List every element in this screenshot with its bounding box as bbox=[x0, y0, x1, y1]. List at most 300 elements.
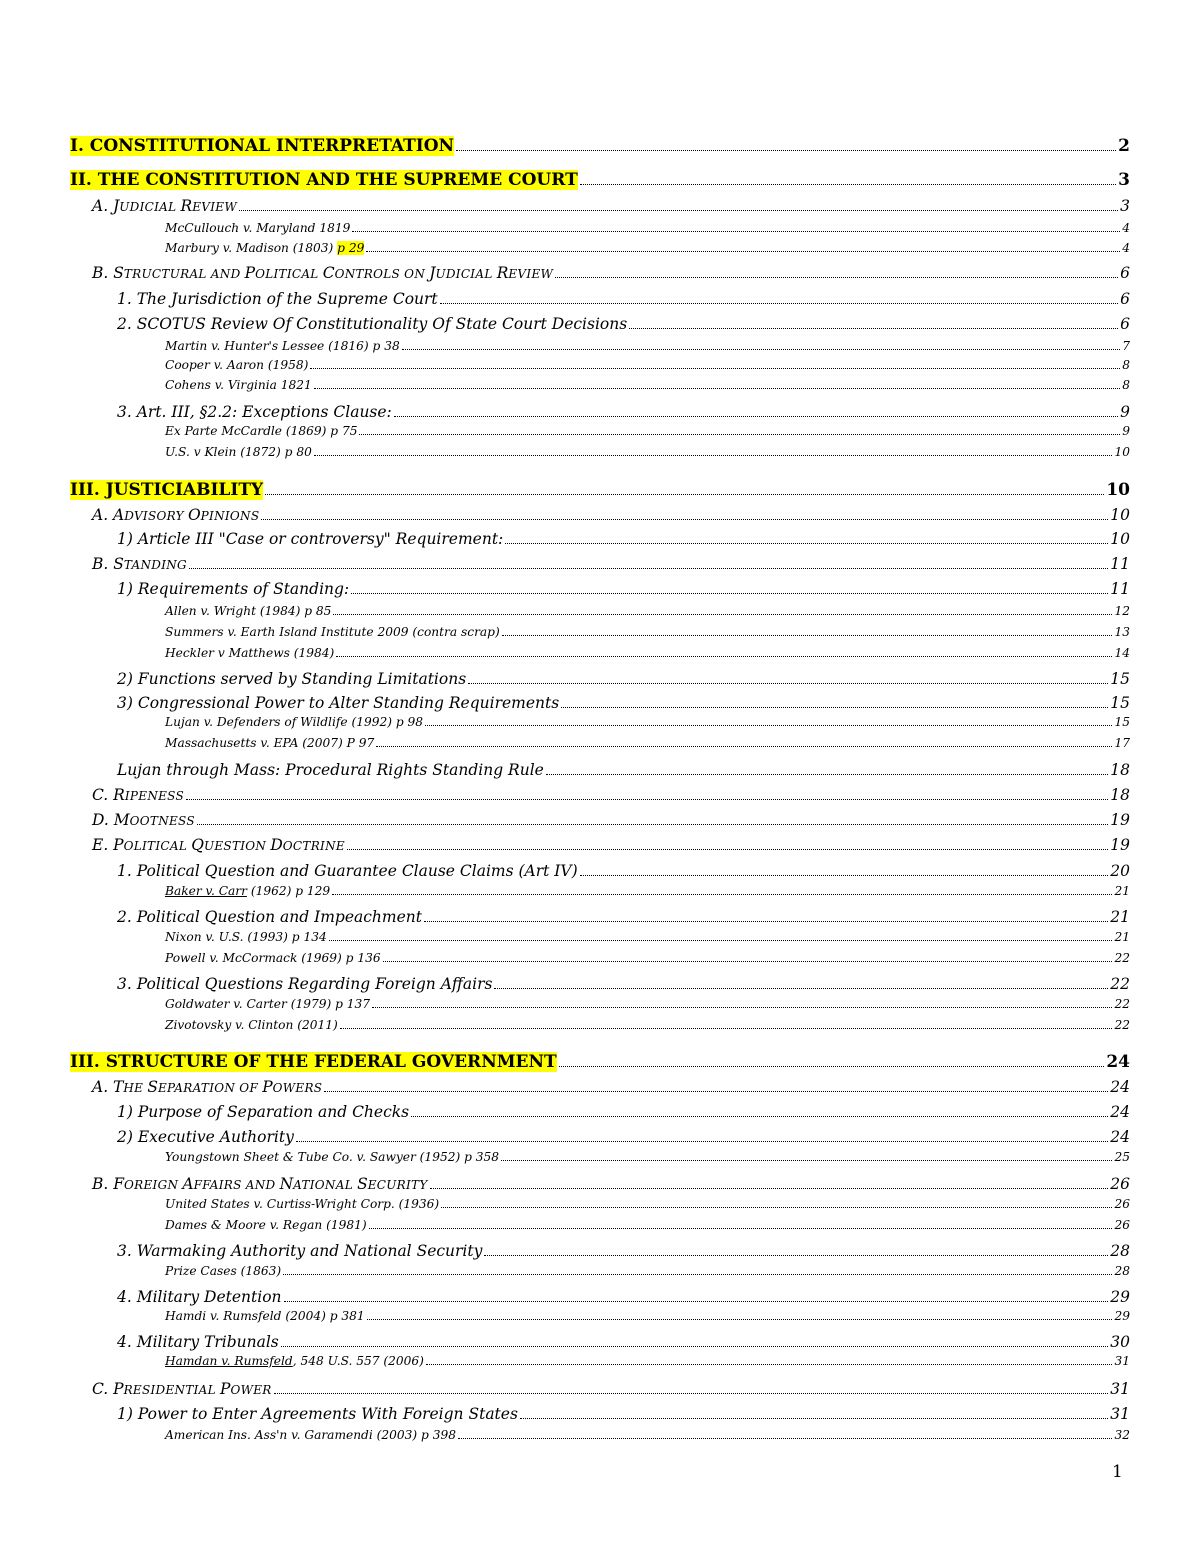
toc-entry-title bbox=[165, 1218, 367, 1232]
toc-entry-page: 6 bbox=[1120, 315, 1130, 334]
toc-entry-initial: A. T bbox=[92, 1078, 124, 1097]
toc-entry-text: 1) Requirements of Standing: bbox=[117, 580, 350, 599]
toc-entry-page: 32 bbox=[1114, 1428, 1130, 1442]
toc-entry-page: 18 bbox=[1110, 786, 1130, 805]
toc-entry[interactable] bbox=[117, 1128, 1130, 1146]
toc-entry-page: 2 bbox=[1118, 136, 1130, 157]
toc-entry-title bbox=[117, 761, 544, 779]
toc-entry-initial: C. P bbox=[92, 1380, 124, 1399]
dot-leader bbox=[424, 908, 1108, 922]
toc-entry-text: 1. The Jurisdiction of the Supreme Court bbox=[117, 290, 438, 309]
toc-entry[interactable] bbox=[165, 424, 1130, 438]
toc-entry-text: Hamdan v. Rumsfeld bbox=[165, 1354, 293, 1368]
toc-entry-text: Lujan through Mass: Procedural Rights Standing Rule bbox=[117, 761, 544, 780]
toc-entry-title bbox=[165, 1354, 424, 1368]
toc-entry-title bbox=[117, 670, 466, 688]
toc-entry-title bbox=[92, 1078, 322, 1096]
toc-entry-title bbox=[165, 445, 312, 459]
toc-entry-text: Cooper v. Aaron (1958) bbox=[165, 358, 309, 372]
toc-entry-page: 7 bbox=[1122, 339, 1130, 353]
toc-entry-title bbox=[165, 625, 500, 639]
dot-leader bbox=[561, 694, 1108, 708]
toc-entry-initial: B. S bbox=[92, 555, 124, 574]
toc-entry-title bbox=[165, 930, 327, 944]
dot-leader bbox=[456, 136, 1116, 151]
toc-entry[interactable] bbox=[165, 625, 1130, 639]
dot-leader bbox=[239, 197, 1118, 211]
toc-entry-highlight: p 29 bbox=[337, 241, 365, 255]
toc-entry-page: 28 bbox=[1110, 1242, 1130, 1261]
toc-entry-title bbox=[165, 1150, 499, 1164]
toc-entry[interactable] bbox=[117, 908, 1130, 926]
toc-entry-page: 31 bbox=[1110, 1380, 1130, 1399]
toc-entry-text: 3. Warmaking Authority and National Security bbox=[117, 1242, 483, 1261]
toc-entry-title bbox=[165, 1309, 365, 1323]
toc-entry-initial: P bbox=[262, 1078, 273, 1097]
dot-leader bbox=[426, 1354, 1113, 1365]
dot-leader bbox=[332, 884, 1112, 895]
toc-entry-smallcaps: HE bbox=[123, 1081, 148, 1096]
dot-leader bbox=[369, 1218, 1113, 1229]
toc-entry-text: Goldwater v. Carter (1979) p 137 bbox=[165, 997, 371, 1011]
toc-entry-text: U.S. v Klein (1872) p 80 bbox=[165, 445, 312, 459]
toc-entry-title bbox=[165, 736, 374, 750]
toc-entry-page: 29 bbox=[1110, 1288, 1130, 1307]
toc-entry-suffix: , 548 U.S. 557 (2006) bbox=[292, 1354, 424, 1368]
toc-entry[interactable] bbox=[165, 736, 1130, 750]
toc-entry[interactable] bbox=[92, 555, 1130, 573]
toc-entry-initial: N bbox=[279, 1175, 294, 1194]
toc-entry-smallcaps: UESTION bbox=[203, 839, 271, 854]
dot-leader bbox=[580, 862, 1109, 876]
dot-leader bbox=[555, 264, 1118, 278]
toc-entry-page: 29 bbox=[1114, 1309, 1130, 1323]
toc-entry-text: 4. Military Detention bbox=[117, 1288, 282, 1307]
dot-leader bbox=[425, 715, 1112, 726]
toc-entry[interactable] bbox=[117, 1103, 1130, 1121]
toc-entry[interactable] bbox=[165, 1197, 1130, 1211]
toc-entry-page: 30 bbox=[1110, 1333, 1130, 1352]
toc-entry-title bbox=[117, 694, 559, 712]
toc-entry-smallcaps: EVIEW bbox=[192, 200, 237, 215]
toc-entry-title bbox=[165, 997, 370, 1011]
dot-leader bbox=[186, 786, 1108, 800]
toc-entry[interactable] bbox=[92, 836, 1130, 854]
toc-entry[interactable] bbox=[165, 715, 1130, 729]
toc-entry[interactable] bbox=[165, 1264, 1130, 1278]
toc-entry-text: 3. Political Questions Regarding Foreign Affairs bbox=[117, 975, 493, 994]
toc-entry-text: American Ins. Ass'n v. Garamendi (2003) p 398 bbox=[165, 1428, 456, 1442]
dot-leader bbox=[296, 1128, 1108, 1142]
dot-leader bbox=[376, 736, 1112, 747]
toc-entry-title bbox=[92, 264, 553, 282]
toc-entry-initial: P bbox=[220, 1380, 231, 1399]
toc-entry-title bbox=[117, 908, 422, 926]
toc-entry-page: 20 bbox=[1110, 862, 1130, 881]
toc-entry-text: 1) Purpose of Separation and Checks bbox=[117, 1103, 410, 1122]
toc-entry-text: United States v. Curtiss-Wright Corp. (1936) bbox=[165, 1197, 440, 1211]
toc-entry[interactable] bbox=[92, 811, 1130, 829]
toc-entry-page: 9 bbox=[1122, 424, 1130, 438]
toc-entry[interactable] bbox=[92, 197, 1130, 215]
toc-entry-title bbox=[117, 1333, 279, 1351]
toc-entry[interactable] bbox=[117, 1288, 1130, 1306]
toc-entry-initial: D. M bbox=[92, 811, 130, 830]
dot-leader bbox=[347, 836, 1108, 850]
dot-leader bbox=[505, 530, 1108, 544]
toc-entry-text: Hamdi v. Rumsfeld (2004) p 381 bbox=[165, 1309, 365, 1323]
dot-leader bbox=[274, 1380, 1109, 1394]
toc-entry-text: 1. Political Question and Guarantee Clause Claims (Art IV) bbox=[117, 862, 578, 881]
toc-entry[interactable] bbox=[165, 1309, 1130, 1323]
toc-entry-initial: B. F bbox=[92, 1175, 124, 1194]
toc-entry[interactable] bbox=[117, 530, 1130, 548]
dot-leader bbox=[383, 951, 1113, 962]
toc-entry-title bbox=[92, 836, 345, 854]
toc-entry-initial: R bbox=[180, 197, 193, 216]
toc-entry-initial: S bbox=[147, 1078, 158, 1097]
toc-entry[interactable] bbox=[165, 646, 1130, 660]
dot-leader bbox=[629, 315, 1118, 329]
dot-leader bbox=[440, 290, 1118, 304]
toc-entry-page: 21 bbox=[1114, 930, 1130, 944]
toc-entry[interactable] bbox=[117, 403, 1130, 421]
dot-leader bbox=[468, 670, 1108, 684]
toc-entry-text: 3. Art. III, §2.2: Exceptions Clause: bbox=[117, 403, 392, 422]
toc-entry-title bbox=[70, 1052, 557, 1072]
toc-entry-initial: C bbox=[322, 264, 335, 283]
toc-entry-smallcaps: PINIONS bbox=[200, 509, 260, 524]
toc-entry-title bbox=[117, 975, 492, 993]
toc-entry-initial: E. P bbox=[92, 836, 124, 855]
toc-entry-text: Lujan v. Defenders of Wildlife (1992) p 98 bbox=[165, 715, 424, 729]
toc-entry-page: 21 bbox=[1114, 884, 1130, 898]
toc-entry-smallcaps: OREIGN bbox=[124, 1178, 183, 1193]
toc-entry-text: Summers v. Earth Island Institute 2009 (contra scrap) bbox=[165, 625, 500, 639]
toc-entry[interactable] bbox=[92, 1380, 1130, 1398]
dot-leader bbox=[265, 480, 1104, 495]
toc-entry-smallcaps: TANDING bbox=[123, 558, 187, 573]
dot-leader bbox=[484, 1242, 1108, 1256]
dot-leader bbox=[394, 403, 1118, 417]
toc-entry-initial: P bbox=[244, 264, 256, 283]
dot-leader bbox=[441, 1197, 1112, 1208]
toc-entry-initial: B. S bbox=[92, 264, 124, 283]
toc-entry-page: 31 bbox=[1114, 1354, 1130, 1368]
toc-entry-page: 26 bbox=[1110, 1175, 1130, 1194]
toc-entry-page: 21 bbox=[1110, 908, 1130, 927]
dot-leader bbox=[310, 358, 1120, 369]
toc-entry-text: I. CONSTITUTIONAL INTERPRETATION bbox=[70, 136, 455, 157]
toc-entry-title bbox=[92, 555, 187, 573]
toc-entry-title bbox=[165, 424, 357, 438]
toc-entry-smallcaps: UDICIAL bbox=[119, 200, 181, 215]
dot-leader bbox=[314, 445, 1113, 456]
toc-entry-title bbox=[117, 315, 627, 333]
toc-entry-title bbox=[92, 197, 237, 215]
toc-entry-text: Powell v. McCormack (1969) p 136 bbox=[165, 951, 381, 965]
toc-entry-title bbox=[165, 378, 312, 392]
dot-leader bbox=[367, 1309, 1113, 1320]
toc-entry-page: 15 bbox=[1110, 694, 1130, 713]
toc-entry[interactable] bbox=[117, 1405, 1130, 1423]
toc-entry-page: 22 bbox=[1114, 951, 1130, 965]
toc-entry[interactable] bbox=[117, 670, 1130, 688]
toc-entry[interactable] bbox=[70, 170, 1130, 190]
toc-entry-suffix: (1962) p 129 bbox=[246, 884, 331, 898]
toc-entry[interactable] bbox=[165, 221, 1130, 235]
dot-leader bbox=[559, 1052, 1105, 1067]
toc-entry-smallcaps: RESIDENTIAL bbox=[123, 1383, 221, 1398]
toc-entry[interactable] bbox=[70, 136, 1130, 156]
toc-entry-page: 26 bbox=[1114, 1218, 1130, 1232]
dot-leader bbox=[580, 170, 1116, 185]
toc-entry-text: 3) Congressional Power to Alter Standing Requirements bbox=[117, 694, 560, 713]
toc-entry[interactable] bbox=[165, 604, 1130, 618]
toc-entry-text: 1) Power to Enter Agreements With Foreign States bbox=[117, 1405, 518, 1424]
toc-entry-title bbox=[92, 506, 259, 524]
dot-leader bbox=[197, 811, 1108, 825]
toc-entry-text: III. STRUCTURE OF THE FEDERAL GOVERNMENT bbox=[70, 1052, 557, 1073]
toc-entry-page: 8 bbox=[1122, 358, 1130, 372]
dot-leader bbox=[411, 1103, 1108, 1117]
toc-entry-initial: S bbox=[357, 1175, 368, 1194]
toc-entry-page: 11 bbox=[1110, 555, 1130, 574]
toc-entry[interactable] bbox=[117, 975, 1130, 993]
toc-entry-title bbox=[165, 1264, 281, 1278]
toc-entry[interactable] bbox=[165, 997, 1130, 1011]
toc-entry-smallcaps: EVIEW bbox=[508, 267, 554, 282]
toc-entry-text: Zivotovsky v. Clinton (2011) bbox=[165, 1018, 338, 1032]
toc-entry[interactable] bbox=[92, 1078, 1130, 1096]
toc-entry-page: 6 bbox=[1120, 264, 1130, 283]
toc-entry-title bbox=[117, 1128, 294, 1146]
dot-leader bbox=[281, 1333, 1108, 1347]
toc-entry-smallcaps: ATIONAL bbox=[293, 1178, 358, 1193]
toc-entry-text: Allen v. Wright (1984) p 85 bbox=[165, 604, 332, 618]
toc-entry-smallcaps: DVISORY bbox=[124, 509, 188, 524]
toc-entry-smallcaps: UDICIAL bbox=[435, 267, 497, 282]
toc-entry[interactable] bbox=[165, 1428, 1130, 1442]
toc-entry-title bbox=[165, 884, 330, 898]
toc-entry-title bbox=[165, 221, 350, 235]
toc-entry-page: 26 bbox=[1114, 1197, 1130, 1211]
toc-entry-smallcaps: ONTROLS ON bbox=[334, 267, 430, 282]
toc-entry[interactable] bbox=[165, 241, 1130, 255]
toc-entry-page: 24 bbox=[1110, 1078, 1130, 1097]
toc-entry-smallcaps: OCTRINE bbox=[282, 839, 345, 854]
toc-entry[interactable] bbox=[70, 480, 1130, 500]
toc-entry[interactable] bbox=[70, 1052, 1130, 1072]
toc-entry-page: 10 bbox=[1114, 445, 1130, 459]
toc-entry-title bbox=[92, 811, 195, 829]
dot-leader bbox=[430, 1175, 1109, 1189]
toc-entry-page: 8 bbox=[1122, 378, 1130, 392]
dot-leader bbox=[324, 1078, 1108, 1092]
toc-entry[interactable] bbox=[117, 580, 1130, 598]
toc-entry-page: 9 bbox=[1120, 403, 1130, 422]
toc-entry-initial: Q bbox=[191, 836, 204, 855]
dot-leader bbox=[314, 378, 1120, 389]
toc-entry[interactable] bbox=[117, 1242, 1130, 1260]
dot-leader bbox=[352, 221, 1120, 232]
toc-entry[interactable] bbox=[92, 506, 1130, 524]
toc-entry-initial: O bbox=[187, 506, 201, 525]
toc-entry-title bbox=[92, 1380, 272, 1398]
toc-entry-text: 2. SCOTUS Review Of Constitutionality Of State Court Decisions bbox=[117, 315, 628, 334]
toc-entry[interactable] bbox=[165, 1218, 1130, 1232]
toc-entry-text: 1) Article III "Case or controversy" Requirement: bbox=[117, 530, 504, 549]
toc-entry-page: 22 bbox=[1114, 997, 1130, 1011]
toc-entry[interactable] bbox=[165, 930, 1130, 944]
dot-leader bbox=[501, 1150, 1112, 1161]
toc-entry-title bbox=[165, 1428, 456, 1442]
toc-entry[interactable] bbox=[117, 315, 1130, 333]
toc-entry-page: 19 bbox=[1110, 836, 1130, 855]
dot-leader bbox=[359, 424, 1120, 435]
toc-entry[interactable] bbox=[165, 445, 1130, 459]
toc-entry-smallcaps: OWERS bbox=[272, 1081, 323, 1096]
toc-entry-page: 10 bbox=[1110, 530, 1130, 549]
toc-entry[interactable] bbox=[117, 862, 1130, 880]
toc-entry-title bbox=[117, 290, 438, 308]
dot-leader bbox=[546, 761, 1108, 775]
toc-entry-page: 18 bbox=[1110, 761, 1130, 780]
toc-entry-title bbox=[165, 951, 381, 965]
dot-leader bbox=[520, 1405, 1108, 1419]
toc-entry-title bbox=[165, 241, 364, 255]
toc-entry-page: 14 bbox=[1114, 646, 1130, 660]
toc-entry-page: 15 bbox=[1110, 670, 1130, 689]
toc-entry[interactable] bbox=[117, 694, 1130, 712]
dot-leader bbox=[189, 555, 1108, 569]
toc-entry-page: 3 bbox=[1120, 197, 1130, 216]
toc-entry-text: II. THE CONSTITUTION AND THE SUPREME COURT bbox=[70, 170, 578, 191]
toc-entry-text: 2. Political Question and Impeachment bbox=[117, 908, 422, 927]
toc-entry-title bbox=[117, 1242, 482, 1260]
toc-entry[interactable] bbox=[165, 951, 1130, 965]
toc-entry-text: McCullouch v. Maryland 1819 bbox=[165, 221, 351, 235]
toc-entry-smallcaps: OLITICAL bbox=[123, 839, 192, 854]
toc-entry-text: Martin v. Hunter's Lessee (1816) p 38 bbox=[165, 339, 400, 353]
toc-entry[interactable] bbox=[165, 1018, 1130, 1032]
toc-entry[interactable] bbox=[165, 378, 1130, 392]
dot-leader bbox=[333, 604, 1112, 615]
toc-entry-initial: R bbox=[496, 264, 509, 283]
toc-entry-title bbox=[117, 862, 578, 880]
toc-entry-page: 4 bbox=[1122, 241, 1130, 255]
toc-entry-title bbox=[165, 715, 423, 729]
dot-leader bbox=[366, 241, 1120, 252]
toc-entry-text: Baker v. Carr bbox=[165, 884, 247, 898]
toc-entry-title bbox=[165, 339, 400, 353]
toc-entry-page: 3 bbox=[1118, 170, 1130, 191]
toc-entry-title bbox=[70, 136, 454, 156]
toc-entry-smallcaps: FFAIRS AND bbox=[193, 1178, 280, 1193]
toc-entry-initial: A. A bbox=[92, 506, 125, 525]
toc-entry-title bbox=[92, 1175, 428, 1193]
toc-entry[interactable] bbox=[165, 884, 1130, 898]
dot-leader bbox=[329, 930, 1113, 941]
dot-leader bbox=[494, 975, 1108, 989]
toc-entry-title bbox=[117, 580, 349, 598]
toc-entry-page: 11 bbox=[1110, 580, 1130, 599]
toc-entry-page: 24 bbox=[1110, 1128, 1130, 1147]
toc-entry-title bbox=[117, 1103, 409, 1121]
toc-entry[interactable] bbox=[92, 1175, 1130, 1193]
toc-entry-text: Marbury v. Madison (1803) bbox=[165, 241, 338, 255]
toc-entry-title bbox=[165, 646, 334, 660]
toc-entry-text: Massachusetts v. EPA (2007) P 97 bbox=[165, 736, 375, 750]
toc-entry[interactable] bbox=[92, 264, 1130, 282]
toc-entry[interactable] bbox=[117, 1333, 1130, 1351]
toc-entry-smallcaps: IPENESS bbox=[124, 789, 185, 804]
toc-entry-title bbox=[165, 358, 308, 372]
dot-leader bbox=[336, 646, 1112, 657]
toc-entry[interactable] bbox=[117, 761, 1130, 779]
toc-entry-title bbox=[70, 170, 578, 190]
toc-entry-page: 24 bbox=[1110, 1103, 1130, 1122]
dot-leader bbox=[283, 1264, 1112, 1275]
toc-entry-text: Ex Parte McCardle (1869) p 75 bbox=[165, 424, 358, 438]
toc-entry-title bbox=[165, 1197, 439, 1211]
toc-entry-page: 17 bbox=[1114, 736, 1130, 750]
toc-entry-page: 12 bbox=[1114, 604, 1130, 618]
toc-entry-page: 24 bbox=[1106, 1052, 1130, 1073]
toc-entry-smallcaps: OLITICAL bbox=[255, 267, 323, 282]
toc-entry[interactable] bbox=[117, 290, 1130, 308]
toc-entry-initial: D bbox=[270, 836, 283, 855]
toc-entry[interactable] bbox=[165, 1354, 1130, 1368]
toc-entry-initial: J bbox=[429, 264, 436, 283]
dot-leader bbox=[502, 625, 1113, 636]
toc-entry-smallcaps: OOTNESS bbox=[129, 814, 195, 829]
dot-leader bbox=[261, 506, 1108, 520]
toc-entry[interactable] bbox=[165, 339, 1130, 353]
toc-entry-title bbox=[117, 530, 503, 548]
toc-entry-text: Heckler v Matthews (1984) bbox=[165, 646, 335, 660]
dot-leader bbox=[284, 1288, 1109, 1302]
toc-entry-title bbox=[165, 1018, 338, 1032]
toc-entry-text: Cohens v. Virginia 1821 bbox=[165, 378, 312, 392]
toc-entry-text: 4. Military Tribunals bbox=[117, 1333, 279, 1352]
toc-entry-initial: A bbox=[182, 1175, 194, 1194]
toc-entry-page: 15 bbox=[1114, 715, 1130, 729]
toc-entry-text: 2) Executive Authority bbox=[117, 1128, 294, 1147]
toc-entry-title bbox=[117, 1405, 518, 1423]
toc-entry-page: 19 bbox=[1110, 811, 1130, 830]
toc-entry-text: Nixon v. U.S. (1993) p 134 bbox=[165, 930, 327, 944]
toc-entry-smallcaps: TRUCTURAL AND bbox=[123, 267, 245, 282]
toc-entry-page: 13 bbox=[1114, 625, 1130, 639]
toc-entry-title bbox=[165, 604, 331, 618]
toc-entry-page: 22 bbox=[1114, 1018, 1130, 1032]
toc-entry-page: 22 bbox=[1110, 975, 1130, 994]
toc-entry-text: Dames & Moore v. Regan (1981) bbox=[165, 1218, 367, 1232]
toc-entry-text: Prize Cases (1863) bbox=[165, 1264, 282, 1278]
toc-entry-page: 4 bbox=[1122, 221, 1130, 235]
dot-leader bbox=[351, 580, 1108, 594]
toc-entry-page: 10 bbox=[1106, 480, 1130, 501]
toc-entry[interactable] bbox=[165, 358, 1130, 372]
toc-entry[interactable] bbox=[165, 1150, 1130, 1164]
toc-entry-page: 28 bbox=[1114, 1264, 1130, 1278]
toc-entry-title bbox=[92, 786, 184, 804]
toc-entry-smallcaps: ECURITY bbox=[367, 1178, 428, 1193]
toc-entry-smallcaps: EPARATION OF bbox=[157, 1081, 263, 1096]
dot-leader bbox=[340, 1018, 1113, 1029]
toc-entry[interactable] bbox=[92, 786, 1130, 804]
